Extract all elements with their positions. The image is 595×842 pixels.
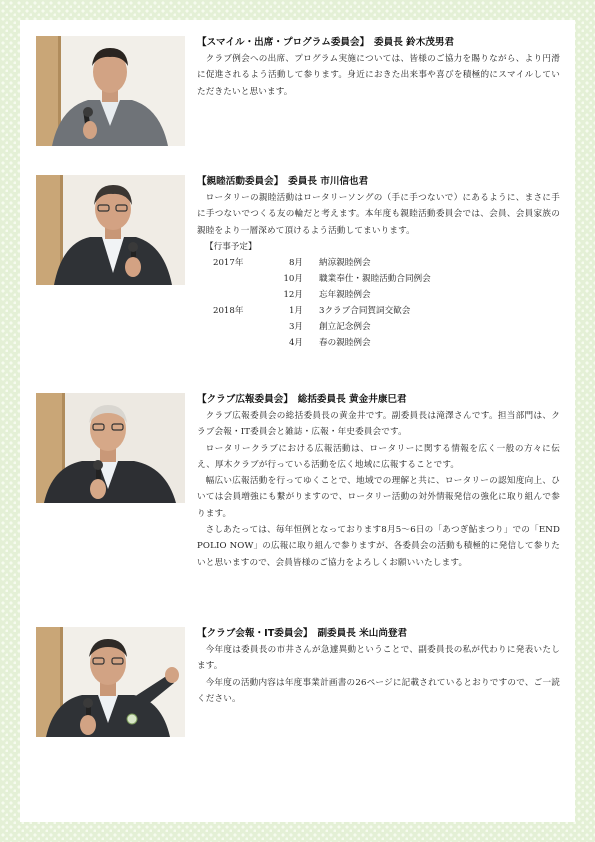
schedule-row	[197, 319, 560, 335]
schedule-event: 納涼親睦例会	[319, 257, 371, 268]
schedule-year: 2017年	[213, 257, 244, 268]
portrait-photo-ichikawa	[36, 175, 185, 285]
schedule-row	[197, 255, 560, 271]
section-paragraph: 今年度は委員長の市井さんが急遽異動ということで、副委員長の私が代わりに発表いたします。	[197, 645, 560, 672]
schedule-year	[197, 287, 263, 303]
section-paragraph: クラブ例会への出席、プログラム実施については、皆様のご協力を賜りながら、より円滑に促進されるよう活動して参ります。身近におきた出来事や喜びを積極的にスマイルしていただきたいと思います。	[197, 54, 560, 97]
schedule-year	[197, 335, 263, 351]
event-schedule	[197, 255, 560, 352]
section-paragraph: さしあたっては、毎年恒例となっております8月5～6日の「あつぎ鮎まつり」での「END POLIO NOW」の広報に取り組んで参りますが、各委員会の活動も積極的に発信して参りたいと思いますので、会員皆様のご協力をよろしくお願いいたします。	[197, 525, 560, 568]
schedule-year	[197, 319, 263, 335]
section-text	[197, 36, 560, 100]
schedule-event: 春の親睦例会	[319, 338, 371, 349]
schedule-row	[197, 271, 560, 287]
portrait-illustration	[36, 627, 185, 737]
schedule-event: 創立記念例会	[319, 322, 371, 333]
schedule-event: 3クラブ合同賀詞交歓会	[319, 306, 411, 317]
schedule-month: 8月	[288, 257, 303, 268]
schedule-year: 2018年	[213, 306, 244, 317]
schedule-event: 職業奉仕・親睦活動合同例会	[319, 273, 431, 284]
section-text	[197, 627, 560, 707]
section-paragraph: ロータリーの親睦活動はロータリーソングの（手に手つないで）にあるように、まさに手に手つないでつくる友の輪だと考えます。本年度も親睦活動委員会では、会員、会員家族の親睦をより一層深めて頂けるよう活動してまいります。	[197, 193, 560, 236]
schedule-title: 【行事予定】	[205, 241, 257, 252]
portrait-photo-koganei	[36, 393, 185, 503]
section-heading: 【クラブ会報・IT委員会】 副委員長 米山尚登君	[197, 628, 408, 639]
schedule-event: 忘年親睦例会	[319, 290, 371, 301]
section-paragraph: 今年度の活動内容は年度事業計画書の26ページに記載されているとおりですので、ご一読ください。	[197, 677, 560, 704]
section-text	[197, 175, 560, 351]
schedule-month: 4月	[288, 338, 303, 349]
portrait-illustration	[36, 175, 185, 285]
schedule-row	[197, 335, 560, 351]
portrait-photo-yoneyama	[36, 627, 185, 737]
schedule-row	[197, 287, 560, 303]
section-heading: 【スマイル・出席・プログラム委員会】 委員長 鈴木茂男君	[197, 37, 455, 48]
schedule-year	[197, 271, 263, 287]
portrait-illustration	[36, 393, 185, 503]
section-heading: 【親睦活動委員会】 委員長 市川信也君	[197, 176, 369, 187]
schedule-month: 3月	[288, 322, 303, 333]
section-heading: 【クラブ広報委員会】 総括委員長 黄金井康巳君	[197, 394, 407, 405]
schedule-month: 1月	[288, 306, 303, 317]
schedule-month: 12月	[283, 290, 303, 301]
section-paragraph: ロータリークラブにおける広報活動は、ロータリーに関する情報を広く一般の方々に伝え、厚木クラブが行っている活動を広く地域に広報することです。	[197, 443, 560, 470]
schedule-row	[197, 303, 560, 319]
section-text	[197, 393, 560, 571]
portrait-photo-suzuki	[36, 36, 185, 146]
document-page	[20, 20, 575, 822]
schedule-month: 10月	[283, 273, 303, 284]
section-paragraph: クラブ広報委員会の総括委員長の黄金井です。副委員長は滝澤さんです。担当部門は、クラブ会報・IT委員会と雑誌・広報・年史委員会です。	[197, 411, 560, 438]
portrait-illustration	[36, 36, 185, 146]
section-paragraph: 幅広い広報活動を行ってゆくことで、地域での理解と共に、ロータリーの認知度向上、ひいては会員増強にも繋がりますので、ロータリー活動の対外情報発信の強化に取り組んで参ります。	[197, 476, 560, 519]
